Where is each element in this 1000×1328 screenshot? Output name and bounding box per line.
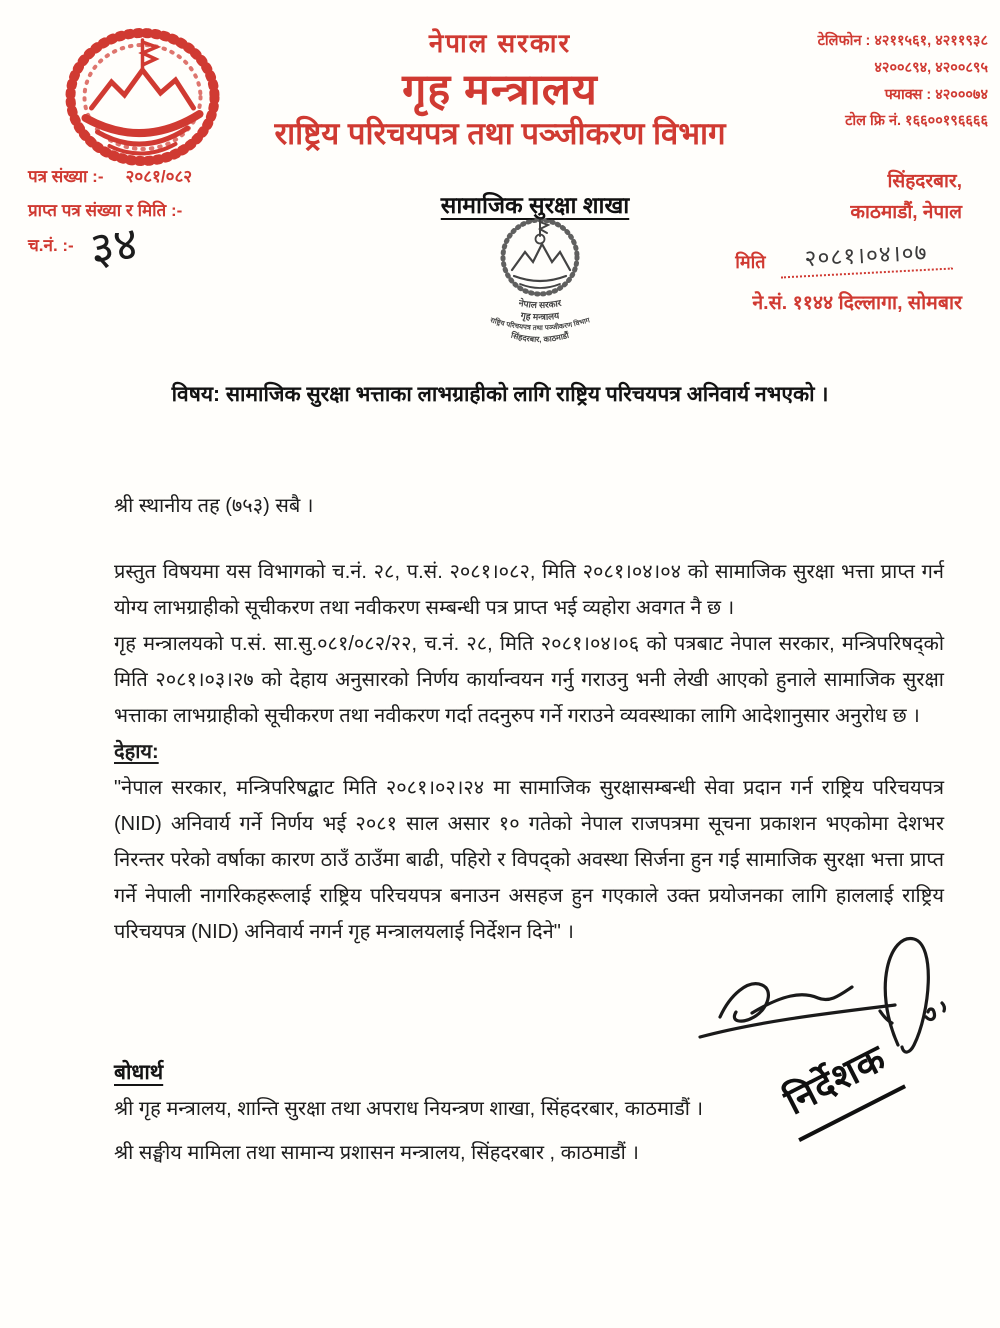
- svg-text:नेपाल सरकार: [517, 297, 562, 311]
- received-no-label: प्राप्त पत्र संख्या र मिति :-: [28, 201, 183, 220]
- tollfree-line: टोल फ्रि नं. १६६००१९६६६६: [845, 113, 988, 130]
- date-row: [735, 238, 952, 274]
- body-paragraph-1: प्रस्तुत विषयमा यस विभागको च.नं. २८, प.सं. २०८१।०८२, मिति २०८१।०४।०४ को सामाजिक सुरक्षा भत्ता प्राप्त गर्न योग्य लाभग्राहीको सूचीकरण तथा नवीकरण सम्बन्धी पत्र प्राप्त भई व्यहोरा अवगत नै छ ।: [114, 561, 944, 619]
- chalani-label: च.नं. :-: [28, 235, 74, 255]
- salutation: श्री स्थानीय तह (७५३) सबै ।: [114, 495, 314, 517]
- cc-item: श्री गृह मन्त्रालय, शान्ति सुरक्षा तथा अपराध नियन्त्रण शाखा, सिंहदरबार, काठमाडौं ।: [114, 1098, 704, 1120]
- address-line-1: सिंहदरबार,: [887, 171, 962, 192]
- header-government: नेपाल सरकार: [428, 28, 572, 58]
- letter-body: [114, 488, 944, 950]
- address-block: [850, 166, 962, 229]
- director-signature: [690, 925, 960, 1070]
- director-stamp: निर्देशक: [770, 1028, 907, 1142]
- department-seal-stamp-icon: [440, 212, 640, 352]
- seal-text-department: राष्ट्रिय परिचयपत्र तथा पञ्जीकरण विभाग: [489, 317, 591, 333]
- contact-block: [818, 28, 988, 135]
- letter-no-label: पत्र संख्या :-: [28, 167, 104, 186]
- fax-line: फ्याक्स : ४२०००७४: [884, 86, 988, 103]
- address-line-2: काठमाडौं, नेपाल: [850, 202, 962, 224]
- branch-name: सामाजिक सुरक्षा शाखा: [440, 192, 630, 218]
- svg-text:गृह मन्त्रालय: [519, 310, 561, 322]
- letter-no-value: २०८१/०८२: [125, 167, 193, 186]
- cc-item: श्री सङ्घीय मामिला तथा सामान्य प्रशासन मन्त्रालय, सिंहदरबार , काठमाडौं ।: [114, 1142, 639, 1164]
- phone-line-2: ४२००८९४, ४२००८९५: [874, 59, 988, 76]
- seal-text-ministry: गृह मन्त्रालय: [520, 310, 560, 323]
- header-ministry: गृह मन्त्रालय: [402, 66, 598, 114]
- date-handwritten-value: २०८१।०४।०७: [779, 234, 953, 279]
- cc-heading: बोधार्थ: [114, 1061, 164, 1084]
- phone-line-1: टेलिफोन : ४२११५६१, ४२११९३८: [817, 33, 988, 49]
- nepal-sambat-line: ने.सं. ११४४ दिल्लागा, सोमबार: [752, 292, 962, 314]
- body-paragraph-2: गृह मन्त्रालयको प.सं. सा.सु.०८१/०८२/२२, च.नं. २८, मिति २०८१।०४।०६ को पत्रबाट नेपाल सरकार, मन्त्रिपरिषद्को मिति २०८१।०३।२७ को देहाय अनुसारको निर्णय कार्यान्वयन गर्नु गराउनु भनी लेखी आएको हुनाले सामाजिक सुरक्षा भत्ताका लाभग्राहीको सूचीकरण तथा नवीकरण गर्दा तदनुरुप गर्ने गराउने व्यवस्थाका लागि आदेशानुसार अनुरोध छ ।: [114, 633, 944, 727]
- quoted-decision-paragraph: "नेपाल सरकार, मन्त्रिपरिषद्बाट मिति २०८१।०२।२४ मा सामाजिक सुरक्षासम्बन्धी सेवा प्रदान गर्न राष्ट्रिय परिचयपत्र (NID) अनिवार्य गर्ने निर्णय भई २०८१ साल असार १० गतेको नेपाल राजपत्रमा सूचना प्रकाशन भएकोमा देशभर निरन्तर परेको वर्षाका कारण ठाउँ ठाउँमा बाढी, पहिरो र विपद्को अवस्था सिर्जना हुन गई सामाजिक सुरक्षा भत्ता प्राप्त गर्ने नेपाली नागरिकहरूलाई राष्ट्रिय परिचयपत्र बनाउन असहज हुन गएकाले उक्त प्रयोजनका लागि हाललाई राष्ट्रिय परिचयपत्र (NID) अनिवार्य नगर्न गृह मन्त्रालयलाई निर्देशन दिने" ।: [114, 777, 944, 943]
- subject-line: विषय: सामाजिक सुरक्षा भत्ताका लाभग्राहीको लागि राष्ट्रिय परिचयपत्र अनिवार्य नभएको ।: [171, 383, 829, 406]
- date-label: मिति: [735, 252, 766, 272]
- chalani-handwritten-value: ३४: [85, 216, 142, 276]
- dehaya-label: देहाय:: [114, 741, 159, 763]
- seal-text-government: नेपाल सरकार: [517, 297, 563, 311]
- header-department: राष्ट्रिय परिचयपत्र तथा पञ्जीकरण विभाग: [274, 116, 726, 151]
- seal-text-address: सिंहदरबार, काठमाडौं: [510, 330, 570, 345]
